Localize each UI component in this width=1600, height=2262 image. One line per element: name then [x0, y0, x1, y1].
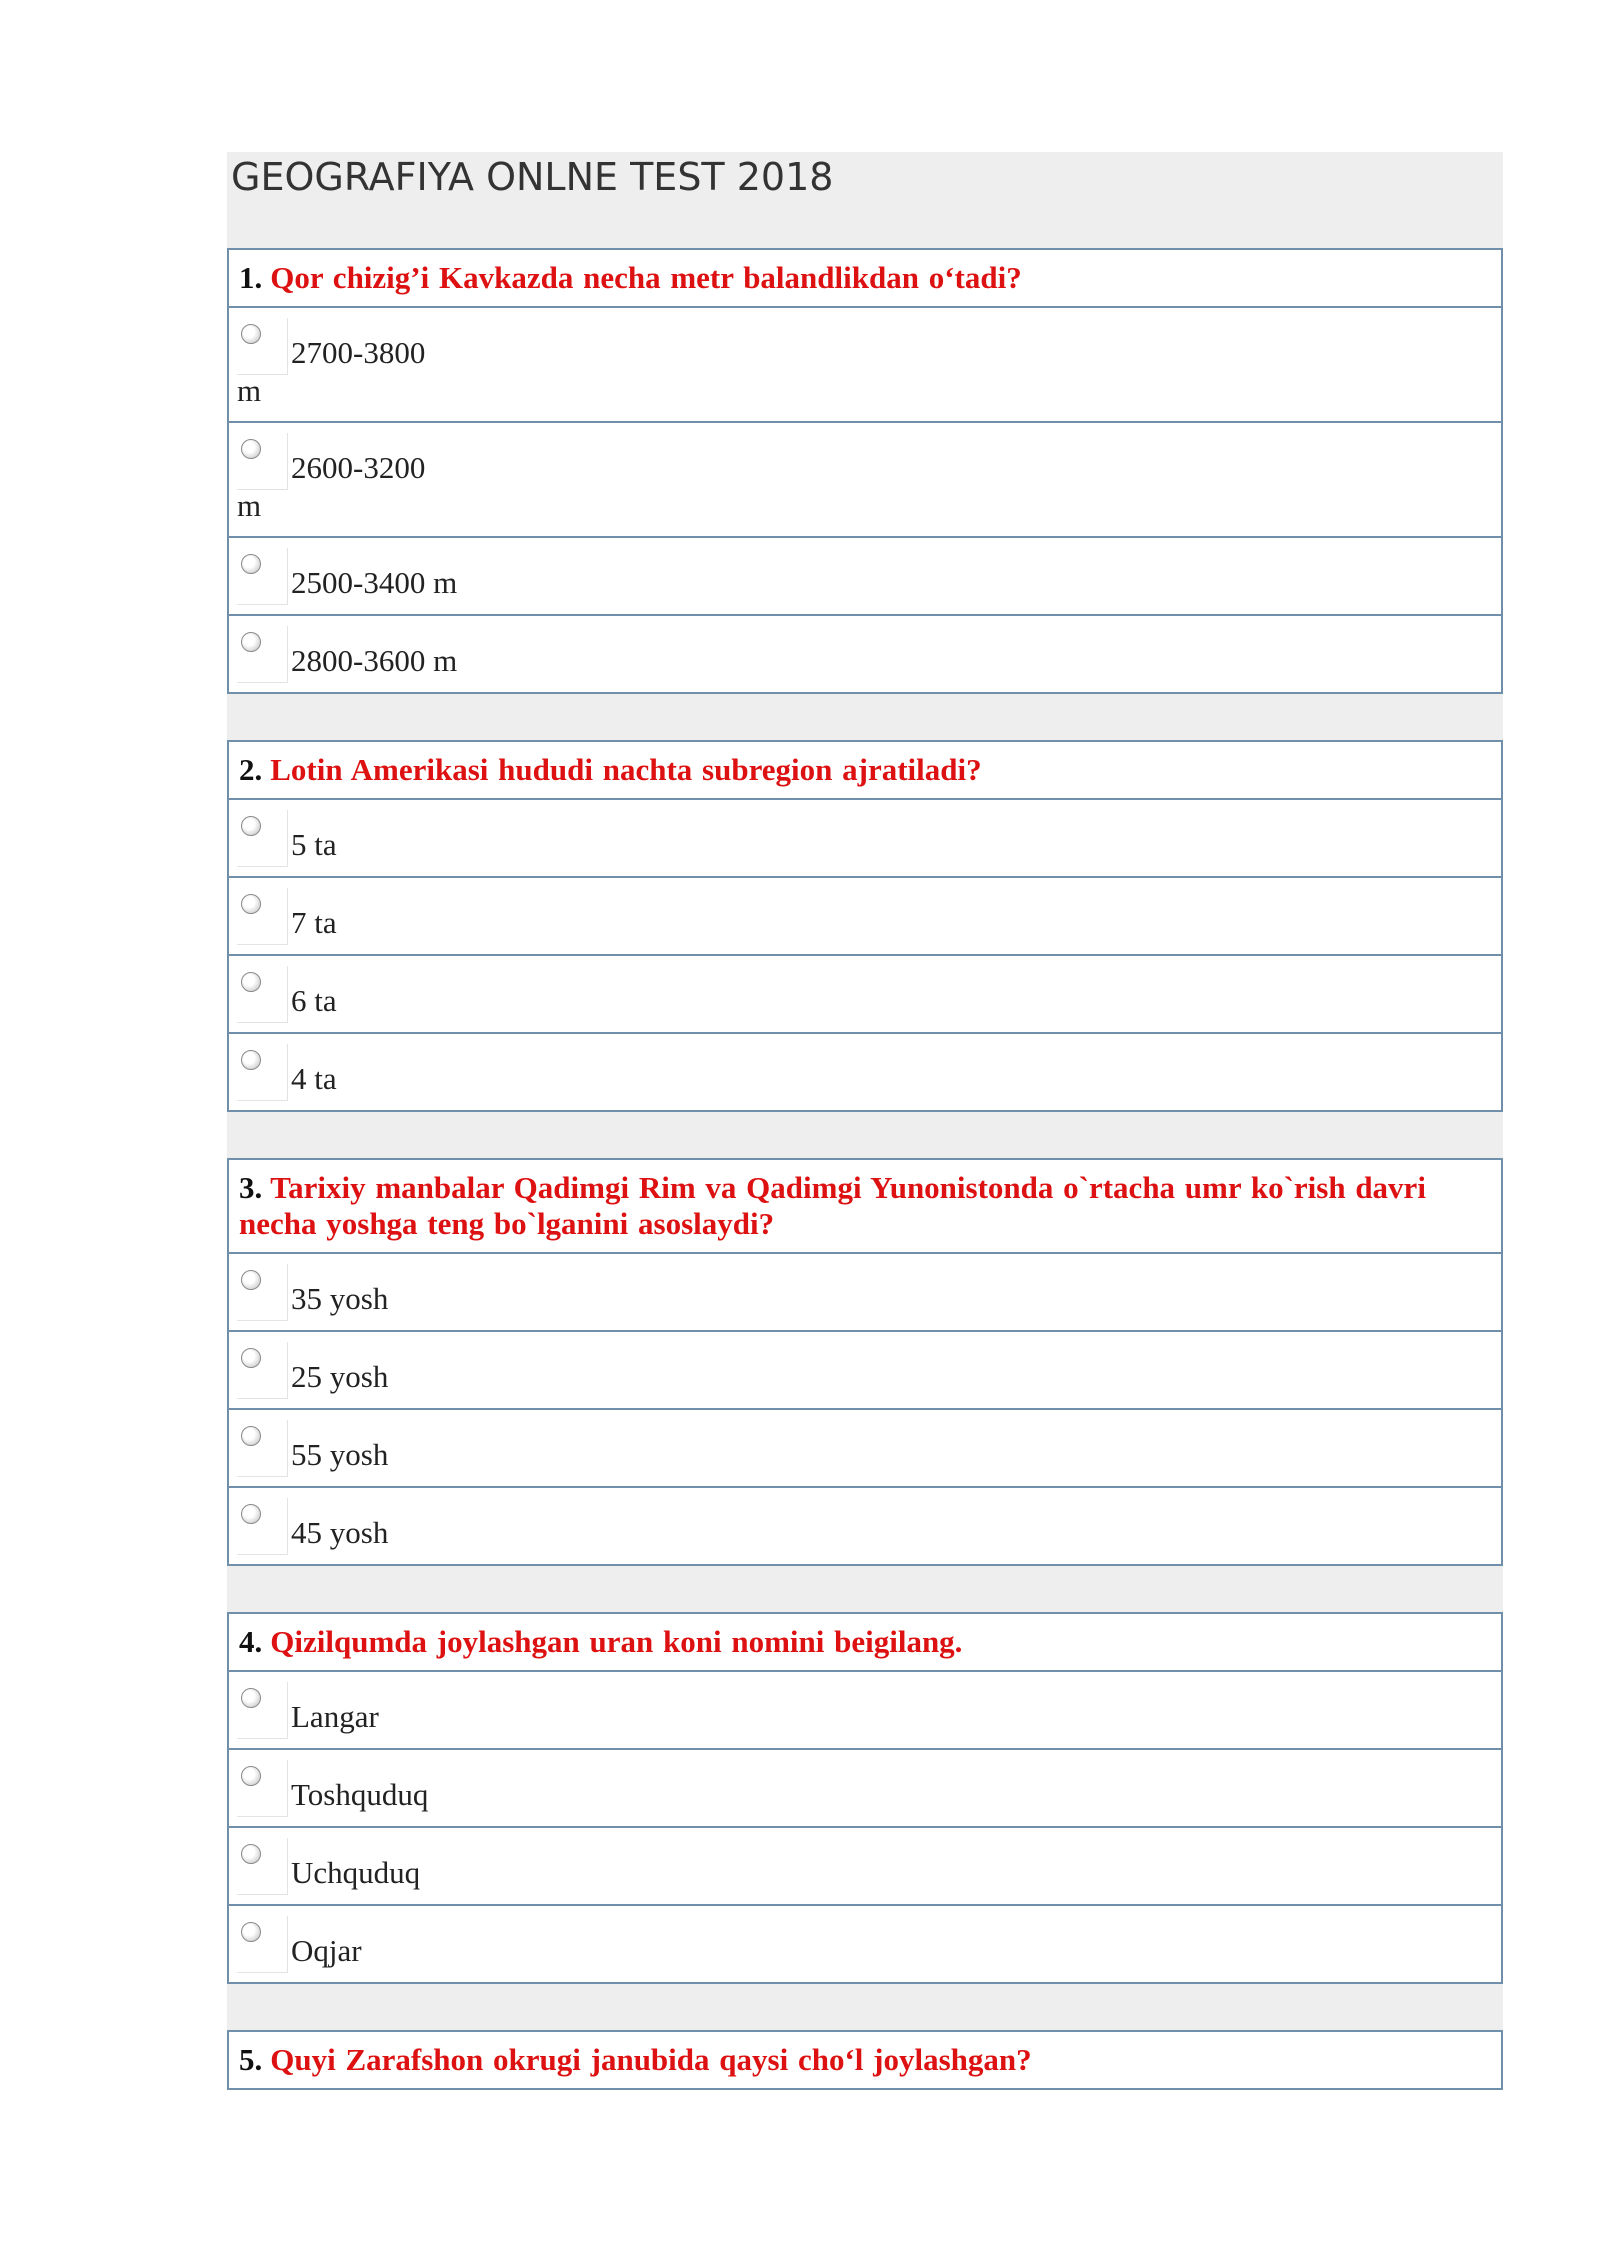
option-unit: m — [237, 373, 262, 408]
question-2 — [227, 740, 1503, 1112]
question-header — [229, 250, 1501, 308]
question-5 — [227, 2030, 1503, 2090]
option-label: 2600-3200 — [291, 450, 426, 485]
question-separator — [227, 1566, 1503, 1612]
answer-option[interactable] — [229, 1672, 1501, 1750]
radio-button[interactable] — [241, 816, 261, 836]
answer-option[interactable] — [229, 1254, 1501, 1332]
question-header — [229, 1614, 1501, 1672]
question-number: 2. — [239, 752, 263, 787]
option-label: Toshquduq — [291, 1777, 429, 1812]
radio-button[interactable] — [241, 1504, 261, 1524]
answer-option[interactable] — [229, 1906, 1501, 1982]
radio-button[interactable] — [241, 1766, 261, 1786]
quiz-page — [227, 152, 1503, 2090]
option-label: 7 ta — [291, 905, 337, 940]
question-number: 1. — [239, 260, 263, 295]
radio-button[interactable] — [241, 1922, 261, 1942]
option-label: 5 ta — [291, 827, 337, 862]
option-label: 45 yosh — [291, 1515, 389, 1550]
question-text: Qor chizig’i Kavkazda necha metr balandlikdan o‘tadi? — [270, 260, 1022, 295]
answer-option[interactable] — [229, 1488, 1501, 1564]
answer-option[interactable] — [229, 1332, 1501, 1410]
answer-option[interactable] — [229, 1750, 1501, 1828]
radio-button[interactable] — [241, 1270, 261, 1290]
option-label: 55 yosh — [291, 1437, 389, 1472]
radio-button[interactable] — [241, 324, 261, 344]
question-separator — [227, 1984, 1503, 2030]
option-label: Langar — [291, 1699, 379, 1734]
question-number: 5. — [239, 2042, 263, 2077]
radio-button[interactable] — [241, 972, 261, 992]
answer-option[interactable] — [229, 1034, 1501, 1110]
question-number: 4. — [239, 1624, 263, 1659]
question-3 — [227, 1158, 1503, 1566]
answer-option[interactable] — [229, 956, 1501, 1034]
answer-option[interactable] — [229, 538, 1501, 616]
question-separator — [227, 694, 1503, 740]
question-header — [229, 742, 1501, 800]
answer-option[interactable] — [229, 1410, 1501, 1488]
option-unit: m — [237, 488, 262, 523]
radio-button[interactable] — [241, 1688, 261, 1708]
question-1 — [227, 248, 1503, 694]
page-title: GEOGRAFIYA ONLNE TEST 2018 — [231, 155, 834, 199]
question-number: 3. — [239, 1170, 263, 1205]
answer-option[interactable] — [229, 878, 1501, 956]
radio-button[interactable] — [241, 554, 261, 574]
option-label: 25 yosh — [291, 1359, 389, 1394]
question-4 — [227, 1612, 1503, 1984]
answer-option[interactable] — [229, 616, 1501, 692]
answer-option[interactable] — [229, 1828, 1501, 1906]
radio-button[interactable] — [241, 1348, 261, 1368]
question-header — [229, 1160, 1501, 1254]
answer-option[interactable] — [229, 800, 1501, 878]
radio-button[interactable] — [241, 632, 261, 652]
radio-button[interactable] — [241, 1844, 261, 1864]
question-separator — [227, 1112, 1503, 1158]
radio-button[interactable] — [241, 439, 261, 459]
question-text: Qizilqumda joylashgan uran koni nomini beigilang. — [270, 1624, 963, 1659]
option-label: 2500-3400 m — [291, 565, 458, 600]
option-label: Uchquduq — [291, 1855, 421, 1890]
answer-option[interactable] — [229, 423, 1501, 538]
question-text: Quyi Zarafshon okrugi janubida qaysi cho‘l joylashgan? — [270, 2042, 1032, 2077]
option-label: 35 yosh — [291, 1281, 389, 1316]
radio-button[interactable] — [241, 894, 261, 914]
question-text: Lotin Amerikasi hududi nachta subregion ajratiladi? — [270, 752, 982, 787]
option-label: 2800-3600 m — [291, 643, 458, 678]
radio-button[interactable] — [241, 1050, 261, 1070]
radio-button[interactable] — [241, 1426, 261, 1446]
option-label: 4 ta — [291, 1061, 337, 1096]
question-header — [229, 2032, 1501, 2088]
question-text: Tarixiy manbalar Qadimgi Rim va Qadimgi Yunonistonda o`rtacha umr ko`rish davri necha yoshga teng bo`lganini asoslaydi? — [239, 1170, 1426, 1241]
answer-option[interactable] — [229, 308, 1501, 423]
title-bar — [227, 152, 1503, 248]
option-label: 6 ta — [291, 983, 337, 1018]
option-label: 2700-3800 — [291, 335, 426, 370]
option-label: Oqjar — [291, 1933, 362, 1968]
